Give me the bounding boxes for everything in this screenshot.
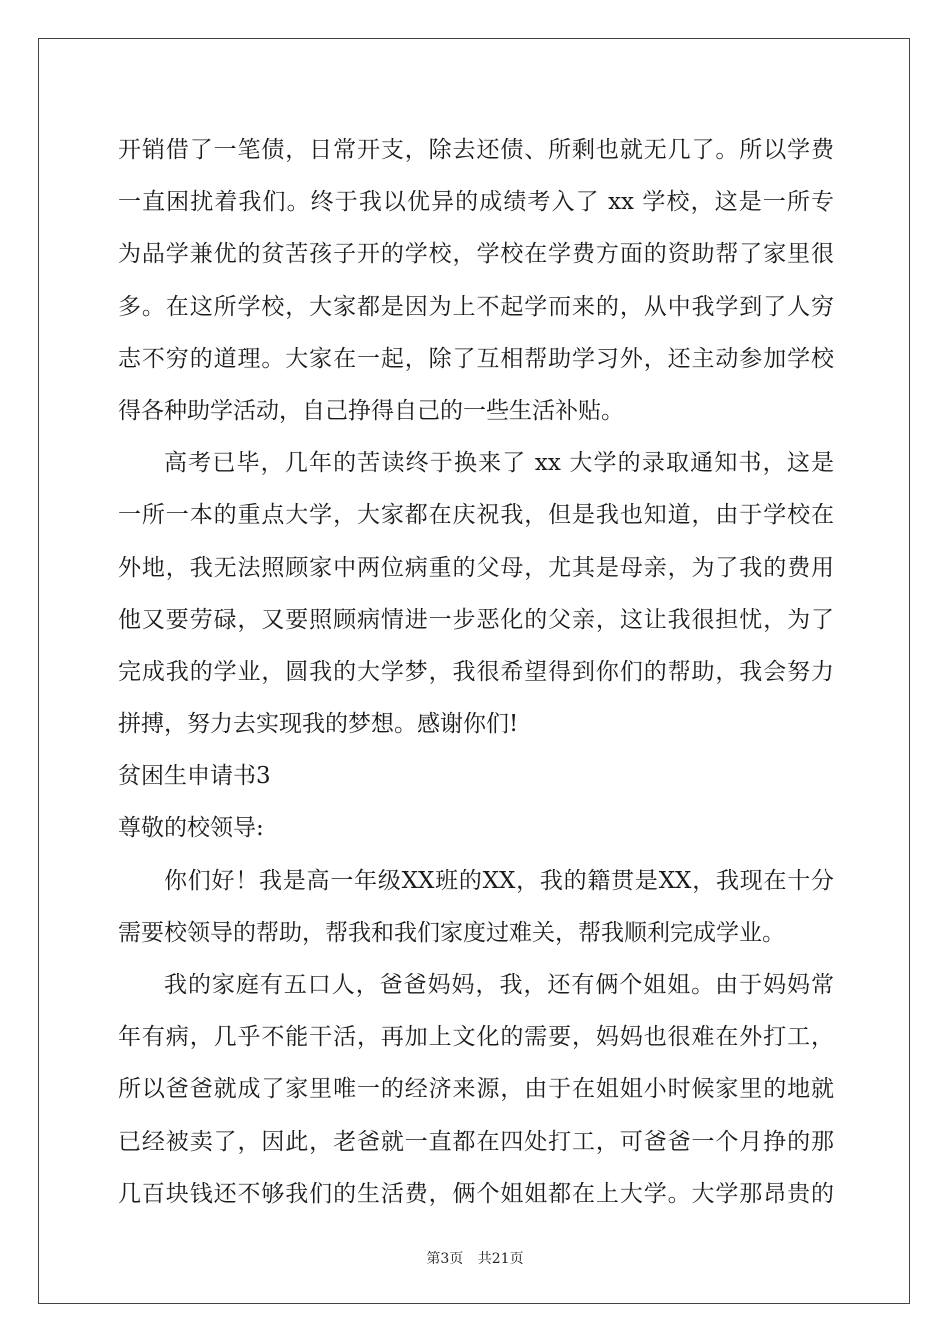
- page-footer: [0, 1248, 950, 1268]
- text-line: 他又要劳碌，又要照顾病情进一步恶化的父亲，这让我很担忧，为了: [118, 606, 834, 633]
- page-total: 共21页: [477, 1251, 524, 1267]
- document-body: [118, 124, 834, 1220]
- text-line: 得各种助学活动，自己挣得自己的一些生活补贴。: [118, 397, 624, 424]
- page-number: 第3页: [426, 1251, 464, 1267]
- text-line: 为品学兼优的贫苦孩子开的学校，学校在学费方面的资助帮了家里很: [118, 241, 834, 268]
- text-line: 年有病，几乎不能干活，再加上文化的需要，妈妈也很难在外打工，: [118, 1024, 834, 1051]
- text-line: 完成我的学业，圆我的大学梦，我很希望得到你们的帮助，我会努力: [118, 658, 834, 685]
- text-line: 拼搏，努力去实现我的梦想。感谢你们!: [118, 711, 519, 738]
- text-line: 志不穷的道理。大家在一起，除了互相帮助学习外，还主动参加学校: [118, 345, 834, 372]
- text-line: 一所一本的重点大学，大家都在庆祝我，但是我也知道，由于学校在: [118, 502, 834, 529]
- text-line: 几百块钱还不够我们的生活费，俩个姐姐都在上大学。大学那昂贵的: [118, 1180, 834, 1207]
- text-line: 开销借了一笔债，日常开支，除去还债、所剩也就无几了。所以学费: [118, 137, 834, 163]
- text-line: 所以爸爸就成了家里唯一的经济来源，由于在姐姐小时候家里的地就: [118, 1076, 834, 1103]
- text-line: 外地，我无法照顾家中两位病重的父母，尤其是母亲，为了我的费用: [118, 554, 834, 581]
- paragraph-start: 高考已毕，几年的苦读终于换来了 xx 大学的录取通知书，这是: [164, 450, 834, 477]
- text-line: 需要校领导的帮助，帮我和我们家度过难关，帮我顺利完成学业。: [118, 919, 785, 946]
- section-heading: 贫困生申请书3: [118, 763, 271, 790]
- paragraph-start: 你们好！我是高一年级XX班的XX，我的籍贯是XX，我现在十分: [164, 867, 834, 894]
- text-line: 多。在这所学校，大家都是因为上不起学而来的，从中我学到了人穷: [118, 293, 834, 320]
- paragraph-start: 我的家庭有五口人，爸爸妈妈，我，还有俩个姐姐。由于妈妈常: [164, 972, 834, 998]
- text-line: 已经被卖了，因此，老爸就一直都在四处打工，可爸爸一个月挣的那: [118, 1128, 834, 1155]
- salutation: 尊敬的校领导:: [118, 815, 264, 842]
- text-line: 一直困扰着我们。终于我以优异的成绩考入了 xx 学校，这是一所专: [118, 189, 834, 216]
